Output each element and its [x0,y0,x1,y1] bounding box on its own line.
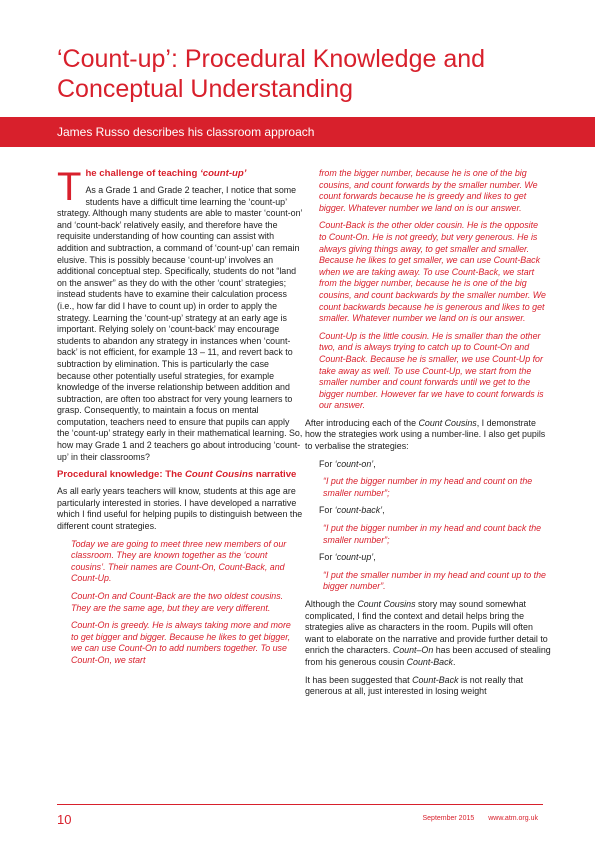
footer-divider [57,804,543,805]
byline-text: James Russo describes his classroom approach [57,125,315,139]
generous-paragraph: It has been suggested that Count-Back is not really that generous at all, just interested in losing weight [305,674,524,697]
byline-banner [0,117,595,147]
drop-cap: T [57,165,82,209]
quote-count-on: “I put the bigger number in my head and count on the smaller number”; [323,476,533,498]
narrative-paragraph: Count-Back is the other older cousin. He is the opposite to Count-On. He is not greedy, but very generous. He is always giving things away, to get smaller and smaller. Because he likes to get smaller, we can use Count-Back when we are taking away. To use Count-Back, we start from the bigger number, because he is one of the big cousins, and count backwards by the smaller number. We count backwards because he is generous and likes to get smaller. Whatever number we land on is our answer. [319,220,546,324]
section-heading-challenge: he challenge of teaching ‘count-up’ [85,168,247,179]
quote-count-back: “I put the bigger number in my head and count back the smaller number”; [323,523,542,545]
intro-paragraph: As a Grade 1 and Grade 2 teacher, I notice that some students have a difficult time learning the ‘count-up’ strategy. Although many students are able to master ‘count-on’ and ‘count-back’ relatively easily, and therefore have the requisite understanding of how counting can assist with addition and subtraction, a command of ‘count-up’ can remain elusive. This is possibly because ‘count-up’ involves an additional conceptual step. Specifically, students do not “land on the answer” as they do with the other ‘count’ strategies; instead students have to examine their calculation process (i.e., how far did I have to count up) in order to apply the strategy. Learning the ‘count-up’ strategy at an early age is important. Relying solely on ‘count-back’ may encourage students to abandon any strategy in instances when ‘count-back’ is not efficient, for example 13 – 11, and revert back to subtraction by elimination. This is particularly the case because other potentially useful strategies, for example knowledge of the inverse relationship between addition and subtraction, are often too abstract for very young learners to grasp. Consequently, to maintain a focus on mental computation, teachers need to ensure that pupils can apply the ‘count-up’ strategy early in their mathematical learning. So, how may Grade 1 and 2 teachers go about introducing ‘count-up’ in their classrooms? [57,185,303,462]
article-title: ‘Count-up’: Procedural Knowledge and Conceptual Understanding [57,45,486,103]
for-count-on: For ‘count-on’, [319,458,376,469]
footer-info [410,815,538,822]
for-count-up: For ‘count-up’, [319,552,376,563]
for-count-back: For ‘count-back’, [319,505,385,516]
narrative-paragraph: Count-On and Count-Back are the two oldest cousins. They are the same age, but they are very different. [71,591,284,613]
left-column [57,165,303,673]
issue-date: September 2015 [422,815,475,822]
strategies-paragraph: After introducing each of the Count Cousins, I demonstrate how the strategies work using a number-line. I also get pupils to verbalise the strategies: [305,417,546,452]
narrative-paragraph: Today we are going to meet three new members of our classroom. They are known together as the ‘count cousins’. Their names are Count-On, Count-Back, and Count-Up. [71,538,287,584]
complicated-paragraph: Although the Count Cousins story may sound somewhat complicated, I find the context and detail helps bring the strategies alive as characters in the room. Pupils will often want to elaborate on the narrative and provide further detail to enrich the characters. Count–On has been accused of stealing from his generous cousin Count-Back. [305,599,551,667]
stories-paragraph: As all early years teachers will know, students at this age are particularly interested in stories. I have developed a narrative which I find useful for helping pupils to distinguish between the different count strategies. [57,486,303,532]
narrative-paragraph: Count-On is greedy. He is always taking more and more to get bigger and bigger. Because he likes to get bigger, we can use Count-On to add numbers together. To use Count-On, we start [71,620,291,665]
page-number: 10 [57,812,72,827]
narrative-paragraph: from the bigger number, because he is one of the big cousins, and count forwards by the smaller number. We count forwards because he is greedy and likes to get bigger. Whatever number we land on is our answer. [319,168,538,213]
right-column [305,168,551,704]
narrative-paragraph: Count-Up is the little cousin. He is smaller than the other two, and is always trying to catch up to Count-On and Count-Back. Because he is smaller, we use Count-Up for take away as well. To use Count-Up, we start from the smaller number and count forwards until we get to the bigger number. However far we have to count forwards is our answer. [319,330,544,411]
quote-count-up: “I put the smaller number in my head and count up to the bigger number”. [323,569,546,592]
website-link[interactable]: www.atm.org.uk [488,815,538,822]
section-heading-procedural: Procedural knowledge: The Count Cousins narrative [57,469,297,481]
